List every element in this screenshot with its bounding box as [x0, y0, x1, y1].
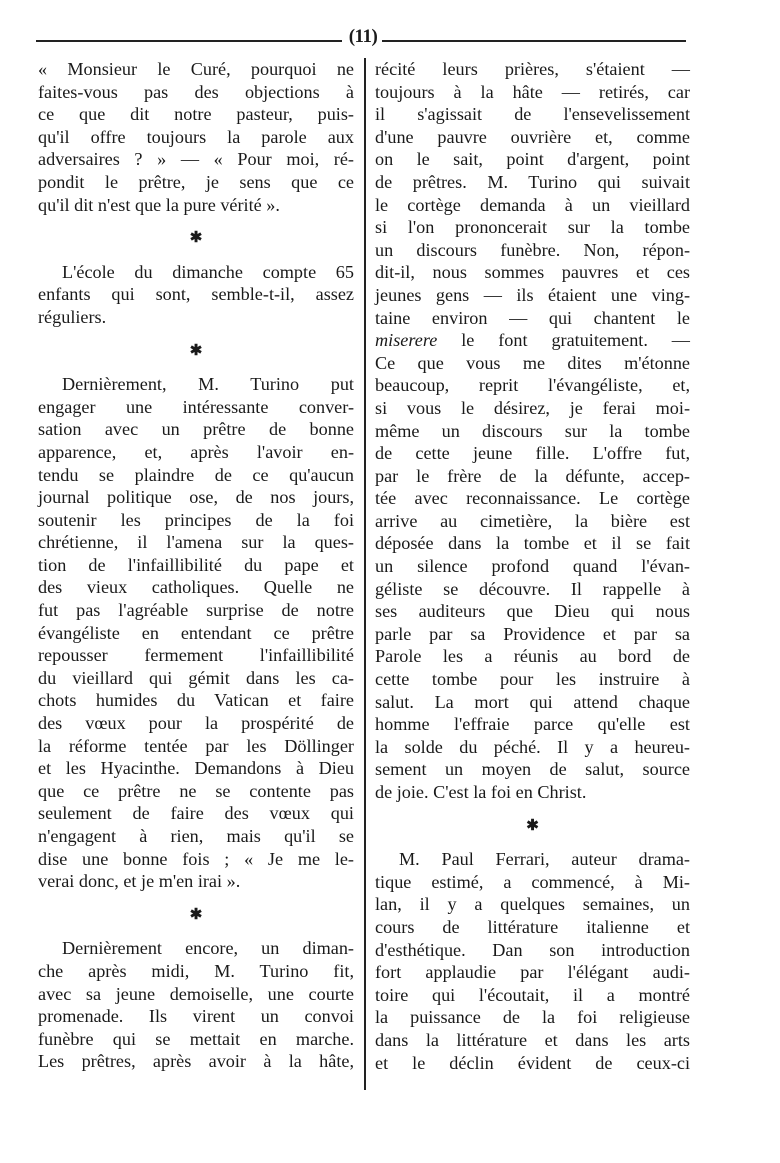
- text-line: tion de l'infaillibilité du pape et: [38, 554, 354, 575]
- page-header: [30, 24, 686, 48]
- text-line: dans la littérature et dans les arts: [375, 1029, 690, 1050]
- text-line: che après midi, M. Turino fit,: [38, 960, 354, 981]
- text-line: sation avec un prêtre de bonne: [38, 419, 354, 440]
- text-line: repousser fermement l'infaillibilité: [38, 645, 354, 666]
- text-line: qu'il dit n'est que la pure vérité ».: [38, 194, 280, 215]
- text-line: engager une intéressante conver-: [38, 396, 354, 417]
- text-line: dit-il, nous sommes pauvres et ces: [375, 262, 690, 283]
- text-line: pondit le prêtre, je sens que ce: [38, 171, 354, 192]
- text-line: toire qui l'écoutait, il a montré: [375, 984, 690, 1005]
- text-line: cours de littérature italienne et: [375, 916, 690, 937]
- text-line: « Monsieur le Curé, pourquoi ne: [38, 59, 354, 79]
- text-line: la solde du péché. Il y a heureu-: [375, 736, 690, 757]
- text-line: même un discours sur la tombe: [375, 420, 690, 441]
- page-number: (11): [348, 26, 378, 47]
- text-line: L'école du dimanche compte 65: [62, 261, 354, 282]
- text-line: taine environ — qui chantent le: [375, 307, 690, 328]
- text-line: M. Paul Ferrari, auteur drama-: [399, 849, 690, 870]
- text-line: réguliers.: [38, 306, 107, 327]
- text-line: le cortège demanda à un vieillard: [375, 194, 690, 215]
- text-line: seulement de faire des vœux qui: [38, 803, 354, 824]
- section-separator-asterisk: ✱: [189, 230, 203, 247]
- text-line: parle par sa Providence et par sa: [375, 623, 690, 644]
- text-line-miserere: [375, 329, 690, 352]
- text-line: évangéliste en entendant ce prêtre: [38, 622, 354, 643]
- header-rule-left: [36, 40, 342, 42]
- text-line: lan, il y a quelques semaines, un: [375, 894, 690, 915]
- text-line: promenade. Ils virent un convoi: [38, 1006, 354, 1027]
- text-line: des vieux catholiques. Quelle ne: [38, 577, 354, 598]
- column-divider: [364, 58, 366, 1090]
- text-line: de joie. C'est la foi en Christ.: [375, 782, 587, 802]
- text-line: funèbre qui se mettait en marche.: [38, 1028, 354, 1049]
- section-separator-asterisk: ✱: [189, 906, 203, 923]
- paragraph-funeral-continued: [375, 58, 690, 804]
- right-column: [375, 58, 690, 1074]
- paragraph-cure-quote: [38, 58, 354, 216]
- text-line: chrétienne, il l'amena sur la ques-: [38, 532, 354, 553]
- text-line: de prêtres. M. Turino qui suivait: [375, 171, 690, 192]
- paragraph-sunday-school: [38, 261, 354, 329]
- text-line: Dernièrement, M. Turino put: [62, 374, 354, 395]
- text-line: n'engagent à rien, mais qu'il se: [38, 826, 354, 846]
- text-line: que ce prêtre ne se contente pas: [38, 780, 354, 801]
- text-line: la réforme tentée par les Döllinger: [38, 735, 354, 756]
- text-line: beaucoup, reprit l'évangéliste, et,: [375, 375, 690, 396]
- text-line: et les Hyacinthe. Demandons à Dieu: [38, 758, 354, 779]
- header-rule-right: [382, 40, 686, 42]
- text-line: avec sa jeune demoiselle, une courte: [38, 983, 354, 1004]
- text-line: tique estimé, a commencé, à Mi-: [375, 871, 690, 892]
- text-line: dise une bonne fois ; « Je me le-: [38, 848, 354, 869]
- text-line: par le frère de la défunte, accep-: [375, 465, 690, 486]
- text-line: verai donc, et je m'en irai ».: [38, 871, 241, 892]
- italic-word: miserere: [375, 330, 438, 351]
- section-separator-asterisk: ✱: [526, 817, 539, 834]
- text-line: fort applaudie par l'élégant audi-: [375, 962, 690, 983]
- text-line: qu'il offre toujours la parole aux: [38, 126, 354, 147]
- text-line: Dernièrement encore, un diman-: [62, 938, 354, 959]
- text-line: déposée dans la tombe et il se fait: [375, 533, 690, 554]
- text-line: jeunes gens — ils étaient une ving-: [375, 284, 690, 305]
- text-line: tendu se plaindre de ce qu'aucun: [38, 464, 354, 485]
- text-line: un silence profond quand l'évan-: [375, 556, 690, 577]
- text-line: sement un moyen de salut, source: [375, 759, 690, 780]
- text-line: des vœux pour la prospérité de: [38, 713, 354, 734]
- text-line: de cette jeune fille. L'offre fut,: [375, 443, 690, 464]
- text-line: géliste se découvre. Il rappelle à: [375, 578, 690, 599]
- text-line: toujours à la hâte — retirés, car: [375, 81, 690, 102]
- text-line: Ce que vous me dites m'étonne: [375, 352, 690, 373]
- text-line: chots humides du Vatican et faire: [38, 690, 354, 711]
- text-line: du vieillard qui gémit dans les ca-: [38, 667, 354, 688]
- text-line: si vous le désirez, je ferai moi-: [375, 397, 690, 418]
- text-line: la puissance de la foi religieuse: [375, 1007, 690, 1028]
- text-line: fut pas l'agréable surprise de notre: [38, 600, 354, 621]
- text-line: il s'agissait de l'ensevelissement: [375, 104, 690, 125]
- text-line: ce que dit notre pasteur, puis-: [38, 104, 354, 125]
- paragraph-paul-ferrari: [375, 848, 690, 1074]
- paragraph-turino-priest: [38, 373, 354, 893]
- text-line: journal politique ose, de nos jours,: [38, 487, 354, 508]
- text-line: on le sait, point d'argent, point: [375, 149, 690, 170]
- text-line: salut. La mort qui attend chaque: [375, 691, 690, 712]
- left-column: [38, 58, 354, 1073]
- text-line: et le déclin évident de ceux-ci: [375, 1052, 690, 1073]
- text-line: d'esthétique. Dan son introduction: [375, 939, 690, 960]
- text-line: si l'on prononcerait sur la tombe: [375, 217, 690, 238]
- text-line: enfants qui sont, semble-t-il, assez: [38, 284, 354, 305]
- text-line: ses auditeurs que Dieu qui nous: [375, 601, 690, 622]
- text-line: adversaires ? » — « Pour moi, ré-: [38, 149, 354, 170]
- section-separator-asterisk: ✱: [189, 342, 203, 359]
- text-line: cette tombe pour les instruire à: [375, 669, 690, 690]
- text-line: tée avec reconnaissance. Le cortège: [375, 488, 690, 509]
- text-line: arrive au cimetière, la bière est: [375, 510, 690, 531]
- text-fragment: le font gratuitement. —: [437, 330, 690, 351]
- text-line: d'une pauvre ouvrière et, comme: [375, 126, 690, 147]
- text-line: Parole les a réunis au bord de: [375, 646, 690, 667]
- text-line: soutenir les principes de la foi: [38, 509, 354, 530]
- text-line: récité leurs prières, s'étaient —: [375, 59, 690, 79]
- text-line: un discours funèbre. Non, répon-: [375, 239, 690, 260]
- text-line: faites-vous pas des objections à: [38, 81, 354, 102]
- text-line: apparence, et, après l'avoir en-: [38, 441, 354, 462]
- text-line: Les prêtres, après avoir à la hâte,: [38, 1051, 354, 1072]
- text-line: homme l'effraie parce qu'elle est: [375, 714, 690, 735]
- paragraph-funeral-procession: [38, 937, 354, 1073]
